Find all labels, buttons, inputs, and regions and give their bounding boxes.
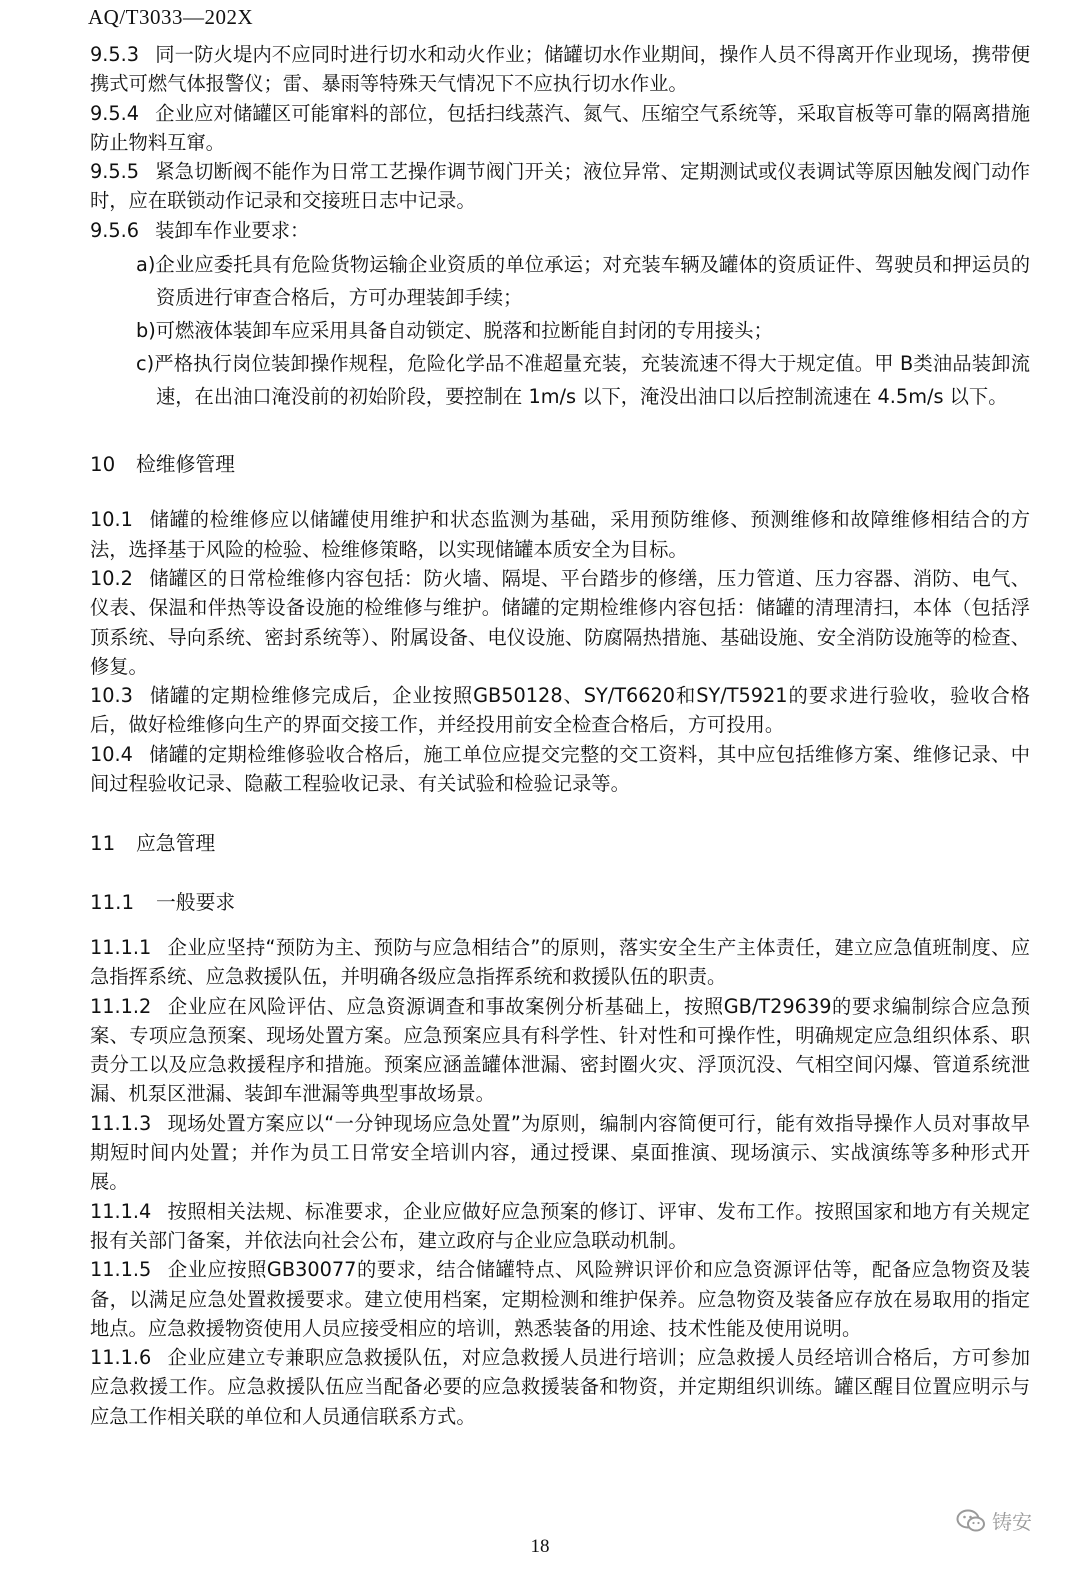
clause-9-5-4: [90, 99, 1030, 158]
clause-number: 11.1.2: [90, 994, 152, 1018]
clause-11-1-2: [90, 992, 1030, 1109]
clause-number: 11.1.6: [90, 1346, 152, 1370]
list-item-b: b)可燃液体装卸车应采用具备自动锁定、脱落和拉断能自封闭的专用接头；: [136, 319, 773, 343]
clause-10-4: [90, 740, 1030, 799]
section-number: 11: [90, 832, 116, 856]
clause-number: 10.2: [90, 566, 133, 590]
list-item-a: a)企业应委托具有危险货物运输企业资质的单位承运；对充装车辆及罐体的资质证件、驾驶员和押运员的资质进行审查合格后，方可办理装卸手续；: [136, 253, 1030, 310]
clause-number: 10.4: [90, 742, 133, 766]
watermark: [956, 1506, 1032, 1535]
clause-11-1-5: [90, 1255, 1030, 1343]
clause-text: 储罐的定期检维修验收合格后，施工单位应提交完整的交工资料，其中应包括维修方案、维修记录、中间过程验收记录、隐蔽工程验收记录、有关试验和检验记录等。: [90, 742, 1030, 796]
clause-number: 9.5.5: [90, 160, 140, 184]
subsection-number: 11.1: [90, 890, 135, 914]
clause-text: 按照相关法规、标准要求，企业应做好应急预案的修订、评审、发布工作。按照国家和地方有关规定报有关部门备案，并依法向社会公布，建立政府与企业应急联动机制。: [90, 1199, 1030, 1252]
wechat-icon: [956, 1508, 986, 1534]
clause-text: 储罐的定期检维修完成后，企业按照GB50128、SY/T6620和SY/T5921的要求进行验收，验收合格后，做好检维修向生产的界面交接工作，并经投用前安全检查合格后，方可投用。: [90, 684, 1030, 737]
clause-number: 11.1.1: [90, 935, 152, 959]
clause-10-1: [90, 505, 1030, 564]
clause-text: 同一防火堤内不应同时进行切水和动火作业；储罐切水作业期间，操作人员不得离开作业现场，携带便携式可燃气体报警仪；雷、暴雨等特殊天气情况下不应执行切水作业。: [90, 43, 1030, 96]
clause-11-1-4: [90, 1197, 1030, 1256]
section-title: 检维修管理: [136, 453, 235, 477]
clause-number: 11.1.4: [90, 1199, 152, 1223]
clause-number: 10.3: [90, 684, 133, 708]
clause-text: 储罐区的日常检维修内容包括：防火墙、隔堤、平台踏步的修缮，压力管道、压力容器、消防、电气、仪表、保温和伴热等设备设施的检维修与维护。储罐的定期检维修内容包括：储罐的清理清扫，本体（包括浮顶系统、导向系统、密封系统等）、附属设备、电仪设施、防腐隔热措施、基础设施、安全消防设施等的检查、修复。: [90, 566, 1030, 678]
clause-9-5-6: [90, 216, 1030, 245]
section-10-heading: [90, 450, 1030, 479]
clause-text: 紧急切断阀不能作为日常工艺操作调节阀门开关；液位异常、定期测试或仪表调试等原因触发阀门动作时，应在联锁动作记录和交接班日志中记录。: [90, 160, 1030, 213]
clause-number: 9.5.3: [90, 43, 140, 66]
clause-text: 企业应对储罐区可能窜料的部位，包括扫线蒸汽、氮气、压缩空气系统等，采取盲板等可靠的隔离措施防止物料互窜。: [90, 101, 1030, 154]
clause-number: 11.1.3: [90, 1111, 152, 1135]
clause-11-1-6: [90, 1343, 1030, 1431]
section-11-heading: [90, 829, 1030, 858]
section-title: 应急管理: [136, 832, 216, 856]
page-number: 18: [530, 1536, 550, 1557]
subsection-11-1-heading: [90, 888, 1030, 917]
document-code: AQ/T3033—202X: [88, 5, 254, 29]
section-number: 10: [90, 453, 116, 477]
clause-text: 现场处置方案应以“一分钟现场应急处置”为原则，编制内容简便可行，能有效指导操作人员对事故早期短时间内处置；并作为员工日常安全培训内容，通过授课、桌面推演、现场演示、实战演练等多种形式开展。: [90, 1111, 1030, 1194]
clause-10-3: [90, 681, 1030, 740]
clause-number: 9.5.6: [90, 218, 140, 242]
document-body: [90, 40, 1030, 1431]
clause-10-2: [90, 564, 1030, 681]
clause-number: 11.1.5: [90, 1258, 152, 1282]
clause-11-1-1: [90, 933, 1030, 992]
clause-text: 企业应坚持“预防为主、预防与应急相结合”的原则，落实安全生产主体责任，建立应急值班制度、应急指挥系统、应急救援队伍，并明确各级应急指挥系统和救援队伍的职责。: [90, 935, 1030, 989]
clause-number: 9.5.4: [90, 101, 140, 125]
clause-number: 10.1: [90, 508, 133, 532]
clause-text: 企业应按照GB30077的要求，结合储罐特点、风险辨识评价和应急资源评估等，配备应急物资及装备，以满足应急处置救援要求。建立使用档案，定期检测和维护保养。应急物资及装备应存放在易取用的指定地点。应急救援物资使用人员应接受相应的培训，熟悉装备的用途、技术性能及使用说明。: [90, 1258, 1030, 1340]
clause-text: 企业应在风险评估、应急资源调查和事故案例分析基础上，按照GB/T29639的要求编制综合应急预案、专项应急预案、现场处置方案。应急预案应具有科学性、针对性和可操作性，明确规定应急组织体系、职责分工以及应急救援程序和措施。预案应涵盖罐体泄漏、密封圈火灾、浮顶沉没、气相空间闪爆、管道系统泄漏、机泵区泄漏、装卸车泄漏等典型事故场景。: [90, 994, 1030, 1106]
list-item-c: c)严格执行岗位装卸操作规程，危险化学品不准超量充装，充装流速不得大于规定值。甲 B类油品装卸流速，在出油口淹没前的初始阶段，要控制在 1m/s 以下，淹没出油口以后控制流速在 4.5m/s 以下。: [136, 352, 1030, 409]
watermark-label: 铸安: [992, 1510, 1032, 1534]
clause-text: 企业应建立专兼职应急救援队伍，对应急救援人员进行培训；应急救援人员经培训合格后，方可参加应急救援工作。应急救援队伍应当配备必要的应急救援装备和物资，并定期组织训练。罐区醒目位置应明示与应急工作相关联的单位和人员通信联系方式。: [90, 1346, 1030, 1428]
subsection-title: 一般要求: [156, 890, 236, 914]
clause-11-1-3: [90, 1109, 1030, 1197]
clause-text: 储罐的检维修应以储罐使用维护和状态监测为基础，采用预防维修、预测维修和故障维修相结合的方法，选择基于风险的检验、检维修策略，以实现储罐本质安全为目标。: [90, 508, 1030, 561]
clause-9-5-3: [90, 40, 1030, 99]
clause-text: 装卸车作业要求：: [155, 218, 310, 242]
clause-9-5-5: [90, 157, 1030, 216]
